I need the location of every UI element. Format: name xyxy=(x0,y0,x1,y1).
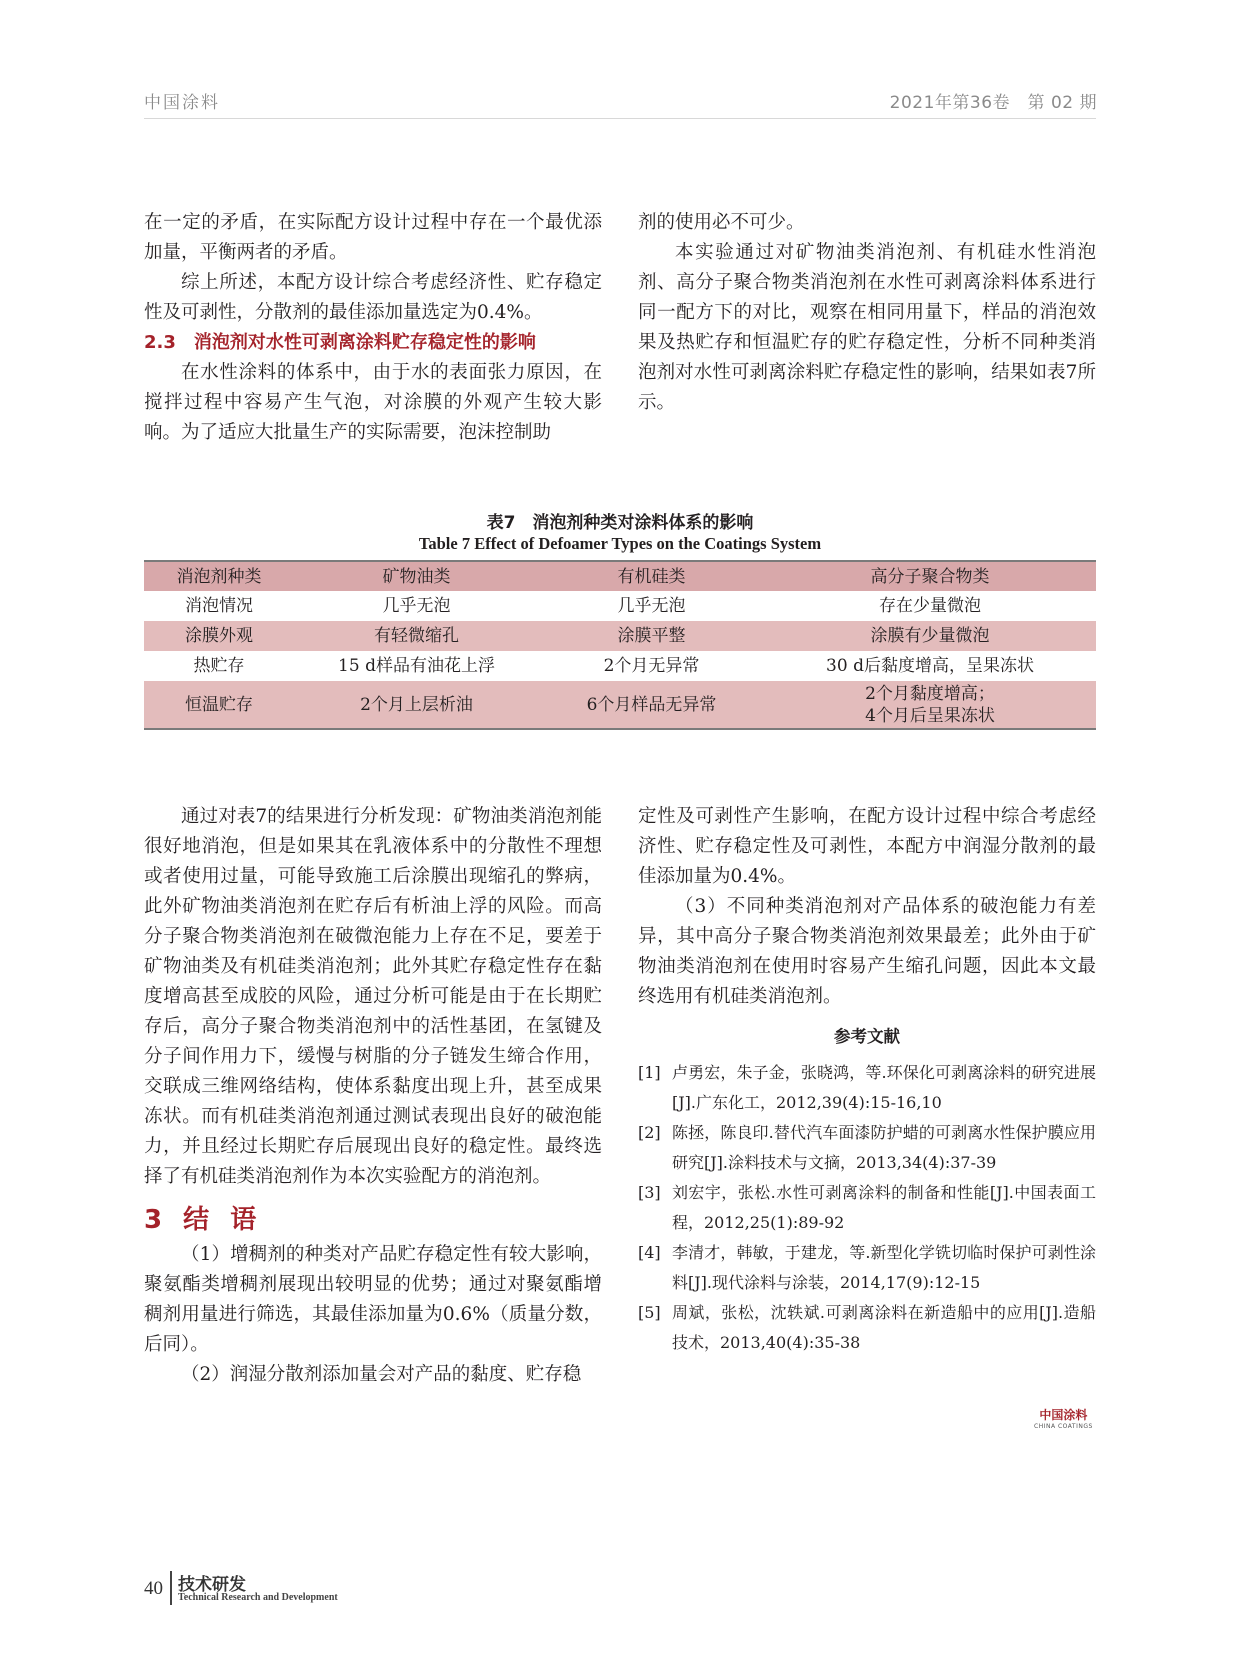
table-cell-line: 2个月黏度增高； xyxy=(865,683,995,704)
paragraph: 综上所述，本配方设计综合考虑经济性、贮存稳定性及可剥性，分散剂的最佳添加量选定为0.4%。 xyxy=(144,272,602,323)
table-cell: 涂膜外观 xyxy=(144,621,294,651)
journal-logo xyxy=(1034,1406,1093,1430)
paragraph: 通过对表7的结果进行分析发现：矿物油类消泡剂能很好地消泡，但是如果其在乳液体系中的分散性不理想或者使用过量，可能导致施工后涂膜出现缩孔的弊病，此外矿物油类消泡剂在贮存后有析油上浮的风险。而高分子聚合物类消泡剂在破微泡能力上存在不足，要差于矿物油类及有机硅类消泡剂；此外其贮存稳定性存在黏度增高甚至成胶的风险，通过分析可能是由于在长期贮存后，高分子聚合物类消泡剂中的活性基团，在氢键及分子间作用力下，缓慢与树脂的分子链发生缔合作用，交联成三维网络结构，使体系黏度出现上升，甚至成果冻状。而有机硅类消泡剂通过测试表现出良好的破泡能力，并且经过长期贮存后展现出良好的稳定性。最终选择了有机硅类消泡剂作为本次实验配方的消泡剂。 xyxy=(144,806,602,1187)
table-cell: 涂膜平整 xyxy=(539,621,764,651)
reference-number: [1] xyxy=(638,1063,661,1082)
paragraph: 定性及可剥性产生影响，在配方设计过程中综合考虑经济性、贮存稳定性及可剥性，本配方中润湿分散剂的最佳添加量为0.4%。 xyxy=(638,806,1096,887)
table-header-cell: 有机硅类 xyxy=(539,561,764,591)
footer-section-cn: 技术研发 xyxy=(178,1575,246,1595)
top-left-column xyxy=(144,208,602,448)
reference-item xyxy=(638,1298,1096,1358)
table-row xyxy=(144,651,1096,681)
paragraph: 剂的使用必不可少。 xyxy=(638,212,805,233)
table-cell: 存在少量微泡 xyxy=(879,596,981,616)
table-cell: 涂膜有少量微泡 xyxy=(764,621,1096,651)
footer-divider xyxy=(170,1571,172,1605)
reference-item xyxy=(638,1118,1096,1178)
reference-number: [3] xyxy=(638,1183,661,1202)
defoamer-table xyxy=(144,560,1096,730)
paragraph: 在一定的矛盾，在实际配方设计过程中存在一个最优添加量，平衡两者的矛盾。 xyxy=(144,212,602,263)
paragraph: （2）润湿分散剂添加量会对产品的黏度、贮存稳 xyxy=(181,1364,582,1385)
reference-number: [5] xyxy=(638,1303,661,1322)
reference-text: 陈拯，陈良印.替代汽车面漆防护蜡的可剥离水性保护膜应用研究[J].涂料技术与文摘，2013,34(4):37-39 xyxy=(672,1123,1096,1172)
paragraph: （3）不同种类消泡剂对产品体系的破泡能力有差异，其中高分子聚合物类消泡剂效果最差；此外由于矿物油类消泡剂在使用时容易产生缩孔问题，因此本文最终选用有机硅类消泡剂。 xyxy=(638,896,1096,1007)
issue-info: 2021年第36卷 第 02 期 xyxy=(889,93,1097,113)
header-divider xyxy=(144,118,1096,119)
table-row xyxy=(144,621,1096,651)
table-caption-cn: 表7 消泡剂种类对涂料体系的影响 xyxy=(486,513,754,533)
table-cell: 30 d后黏度增高，呈果冻状 xyxy=(826,656,1034,676)
table-caption-en: Table 7 Effect of Defoamer Types on the Coatings System xyxy=(418,534,822,553)
table-cell: 6个月样品无异常 xyxy=(539,681,764,729)
table-header-row xyxy=(144,561,1096,591)
reference-text: 刘宏宇，张松.水性可剥离涂料的制备和性能[J].中国表面工程，2012,25(1):89-92 xyxy=(672,1183,1096,1232)
logo-text-en: CHINA COATINGS xyxy=(1034,1423,1093,1430)
bottom-right-column xyxy=(638,802,1096,1358)
reference-number: [2] xyxy=(638,1123,661,1142)
table-cell: 15 d样品有油花上浮 xyxy=(338,656,495,676)
table-cell: 2个月上层析油 xyxy=(294,681,539,729)
paragraph: （1）增稠剂的种类对产品贮存稳定性有较大影响，聚氨酯类增稠剂展现出较明显的优势；通过对聚氨酯增稠剂用量进行筛选，其最佳添加量为0.6%（质量分数，后同）。 xyxy=(144,1244,602,1355)
references-heading: 参考文献 xyxy=(834,1027,900,1046)
paragraph: 本实验通过对矿物油类消泡剂、有机硅水性消泡剂、高分子聚合物类消泡剂在水性可剥离涂料体系进行同一配方下的对比，观察在相同用量下，样品的消泡效果及热贮存和恒温贮存的贮存稳定性，分析不同种类消泡剂对水性可剥离涂料贮存稳定性的影响，结果如表7所示。 xyxy=(638,242,1096,413)
reference-item xyxy=(638,1058,1096,1118)
section-heading-2-3: 2.3 消泡剂对水性可剥离涂料贮存稳定性的影响 xyxy=(144,332,536,353)
table-header-cell: 高分子聚合物类 xyxy=(764,561,1096,591)
table-header-cell: 矿物油类 xyxy=(294,561,539,591)
table-header-cell: 消泡剂种类 xyxy=(144,561,294,591)
table-row xyxy=(144,681,1096,729)
top-right-column xyxy=(638,208,1096,418)
footer-section-en: Technical Research and Development xyxy=(178,1592,338,1603)
reference-item xyxy=(638,1178,1096,1238)
reference-text: 卢勇宏，朱子金，张晓鸿，等.环保化可剥离涂料的研究进展[J].广东化工，2012,39(4):15-16,10 xyxy=(672,1063,1096,1112)
table-cell: 恒温贮存 xyxy=(144,681,294,729)
table-cell: 有轻微缩孔 xyxy=(294,621,539,651)
table-cell: 几乎无泡 xyxy=(617,596,686,616)
table-cell: 消泡情况 xyxy=(185,596,253,616)
reference-number: [4] xyxy=(638,1243,661,1262)
table-cell: 热贮存 xyxy=(193,656,245,676)
table-row xyxy=(144,591,1096,621)
table-cell xyxy=(764,681,1096,729)
reference-text: 周斌，张松，沈轶斌.可剥离涂料在新造船中的应用[J].造船技术，2013,40(4):35-38 xyxy=(672,1303,1096,1352)
table-cell: 几乎无泡 xyxy=(382,596,451,616)
journal-name: 中国涂料 xyxy=(144,93,220,113)
bottom-left-column xyxy=(144,802,602,1390)
reference-item xyxy=(638,1238,1096,1298)
paragraph: 在水性涂料的体系中，由于水的表面张力原因，在搅拌过程中容易产生气泡，对涂膜的外观产生较大影响。为了适应大批量生产的实际需要，泡沫控制助 xyxy=(144,362,602,443)
section-heading-3: 3 结 语 xyxy=(144,1205,263,1235)
reference-text: 李清才，韩敏，于建龙，等.新型化学铣切临时保护可剥性涂料[J].现代涂料与涂装，2014,17(9):12-15 xyxy=(672,1243,1096,1292)
page-number: 40 xyxy=(144,1578,163,1599)
logo-text-cn: 中国涂料 xyxy=(1039,1408,1088,1422)
table-cell-line: 4个月后呈果冻状 xyxy=(865,705,995,726)
table-cell: 2个月无异常 xyxy=(603,656,700,676)
